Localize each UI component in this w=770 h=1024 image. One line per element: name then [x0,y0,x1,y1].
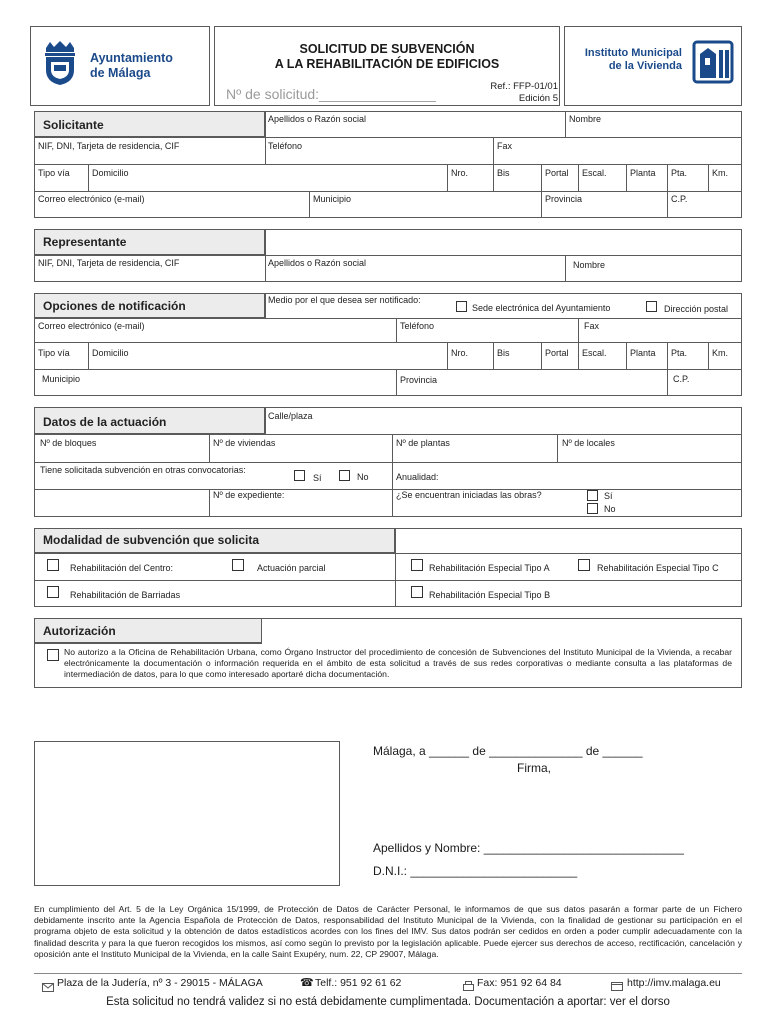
modalidad-tipo-c-label: Rehabilitación Especial Tipo C [597,563,719,573]
form-ref: Ref.: FFP-01/01 [490,81,558,92]
actuacion-locales-field[interactable]: Nº de locales [562,438,615,448]
imv-name-line1: Instituto Municipal [584,47,682,59]
modalidad-tipo-b-checkbox[interactable] [411,586,423,598]
notificacion-sede-label: Sede electrónica del Ayuntamiento [472,303,611,313]
autorizacion-checkbox[interactable] [47,649,59,661]
footer-notice: Esta solicitud no tendrá validez si no está debidamente cumplimentada. Documentación a aportar: ver el dorso [106,996,670,1008]
footer-web-icon [611,978,623,987]
solicitante-nombre-field[interactable]: Nombre [569,114,602,124]
actuacion-otras-si-checkbox[interactable] [294,470,305,481]
actuacion-otras-no-label: No [357,472,369,482]
solicitante-portal-field[interactable]: Portal [545,168,569,178]
actuacion-iniciadas-no-checkbox[interactable] [587,503,598,514]
notificacion-nro-field[interactable]: Nro. [451,348,469,358]
actuacion-calle-field[interactable]: Calle/plaza [268,411,313,421]
footer-address: Plaza de la Judería, nº 3 - 29015 - MÁLAGA [57,977,263,989]
solicitante-provincia-field[interactable]: Provincia [545,194,583,204]
actuacion-title: Datos de la actuación [43,415,167,429]
notificacion-fax-field[interactable]: Fax [584,321,600,331]
notificacion-domicilio-field[interactable]: Domicilio [92,348,129,358]
modalidad-tipo-c-checkbox[interactable] [578,559,590,571]
solicitante-km-field[interactable]: Km. [712,168,729,178]
num-solicitud[interactable]: Nº de solicitud:_______________ [226,86,436,102]
modalidad-centro-label: Rehabilitación del Centro: [70,563,174,573]
solicitante-telefono-field[interactable]: Teléfono [268,141,303,151]
solicitante-title: Solicitante [43,118,104,132]
imv-logo-icon [692,40,734,84]
ayuntamiento-name-line1: Ayuntamiento [90,51,173,65]
notificacion-municipio-field[interactable]: Municipio [42,374,81,384]
solicitante-domicilio-field[interactable]: Domicilio [92,168,129,178]
representante-apellidos-field[interactable]: Apellidos o Razón social [268,258,367,268]
modalidad-barriadas-label: Rehabilitación de Barriadas [70,590,181,600]
form-edicion: Edición 5 [518,93,558,104]
notificacion-postal-checkbox[interactable] [646,301,657,312]
notificacion-planta-field[interactable]: Planta [630,348,656,358]
actuacion-iniciadas-si-checkbox[interactable] [587,490,598,501]
footer-phone-icon: ☎ [300,977,314,989]
solicitante-bis-field[interactable]: Bis [497,168,510,178]
actuacion-iniciadas-no-label: No [604,504,616,514]
modalidad-tipo-b-label: Rehabilitación Especial Tipo B [429,590,551,600]
notificacion-sede-checkbox[interactable] [456,301,467,312]
solicitante-planta-field[interactable]: Planta [630,168,656,178]
autorizacion-text: No autorizo a la Oficina de Rehabilitación Urbana, como Órgano Instructor del procedimiento de concesión de Subvenciones del Instituto Municipal de la Vivienda, a recabar electrónicamente la documentación o información requerida en el ámbito de esta solicitud a través de sus redes corporativas o mediante consulta a las plataformas de intermediación de datos, para lo que como interesado aportaré dicha documentación. [64,647,732,679]
solicitante-municipio-field[interactable]: Municipio [313,194,352,204]
notificacion-cp-field[interactable]: C.P. [673,374,690,384]
notificacion-title: Opciones de notificación [43,299,186,313]
representante-nombre-field[interactable]: Nombre [573,260,606,270]
modalidad-tipo-a-checkbox[interactable] [411,559,423,571]
representante-nif-field[interactable]: NIF, DNI, Tarjeta de residencia, CIF [38,258,180,268]
actuacion-otras-label: Tiene solicitada subvención en otras convocatorias: [40,465,246,475]
footer-fax: Fax: 951 92 64 84 [477,977,562,989]
footer-phone: Telf.: 951 92 61 62 [315,977,402,989]
notificacion-pta-field[interactable]: Pta. [671,348,688,358]
solicitante-fax-field[interactable]: Fax [497,141,513,151]
notificacion-escal-field[interactable]: Escal. [582,348,607,358]
actuacion-viviendas-field[interactable]: Nº de viviendas [213,438,276,448]
notificacion-provincia-field[interactable]: Provincia [400,375,438,385]
solicitante-nif-field[interactable]: NIF, DNI, Tarjeta de residencia, CIF [38,141,180,151]
notificacion-postal-label: Dirección postal [664,304,729,314]
notificacion-bis-field[interactable]: Bis [497,348,510,358]
modalidad-tipo-a-label: Rehabilitación Especial Tipo A [429,563,550,573]
footer-envelope-icon [42,979,54,988]
notificacion-medio-label: Medio por el que desea ser notificado: [268,295,421,305]
modalidad-parcial-checkbox[interactable] [232,559,244,571]
representante-title: Representante [43,235,127,249]
firma-fecha-line[interactable]: Málaga, a ______ de ______________ de ______ [373,744,643,758]
notificacion-km-field[interactable]: Km. [712,348,729,358]
notificacion-telefono-field[interactable]: Teléfono [400,321,435,331]
actuacion-plantas-field[interactable]: Nº de plantas [396,438,450,448]
solicitante-tipo-via-field[interactable]: Tipo vía [38,168,70,178]
modalidad-title: Modalidad de subvención que solicita [43,533,260,547]
solicitante-correo-field[interactable]: Correo electrónico (e-mail) [38,194,145,204]
solicitante-cp-field[interactable]: C.P. [671,194,688,204]
modalidad-barriadas-checkbox[interactable] [47,586,59,598]
actuacion-anualidad-field[interactable]: Anualidad: [396,472,439,482]
solicitante-apellidos-field[interactable]: Apellidos o Razón social [268,114,367,124]
firma-label: Firma, [517,761,551,775]
notificacion-tipo-via-field[interactable]: Tipo vía [38,348,70,358]
solicitante-pta-field[interactable]: Pta. [671,168,688,178]
firma-apellidos-nombre-line[interactable]: Apellidos y Nombre: ______________________________ [373,841,684,855]
imv-name-line2: de la Vivienda [608,60,682,72]
actuacion-iniciadas-label: ¿Se encuentran iniciadas las obras? [396,490,542,500]
ayuntamiento-crest-icon [42,40,78,86]
legal-text: En cumplimiento del Art. 5 de la Ley Orgánica 15/1999, de Protección de Datos de Carácter Personal, le informamos de que sus datos pasarán a formar parte de un Fichero debidamente inscrito ante la Agencia Española de Protección de Datos, responsabilidad del Instituto Municipal de la Vivienda, con la finalidad de gestionar su participación en el programa objeto de esta solicitud y la obtención de datos estadísticos acordes con los fines del IMV. Sus datos podrán ser cedidos en orden a poder cumplir adecuadamente con la finalidad descrita y para la que fueron recogidos los mismos, así como según lo previsto por la legislación aplicable. Puede ejercer sus derechos de acceso, rectificación, cancelación y oposición ante el Instituto Municipal de la Vivienda, en la calle Saint Exupéry, num. 22, CP 29007, Málaga. [34,904,742,959]
footer-web-link[interactable]: http://imv.malaga.eu [627,977,721,989]
form-title-line2: A LA REHABILITACIÓN DE EDIFICIOS [274,57,500,71]
autorizacion-title: Autorización [43,624,116,638]
solicitante-nro-field[interactable]: Nro. [451,168,469,178]
sello-box[interactable] [34,741,340,886]
actuacion-otras-si-label: Sí [313,473,322,483]
firma-dni-line[interactable]: D.N.I.: _________________________ [373,864,578,878]
notificacion-correo-field[interactable]: Correo electrónico (e-mail) [38,321,145,331]
solicitante-escal-field[interactable]: Escal. [582,168,607,178]
footer-fax-icon [463,978,474,988]
actuacion-bloques-field[interactable]: Nº de bloques [40,438,97,448]
modalidad-parcial-label: Actuación parcial [257,563,326,573]
form-title-line1: SOLICITUD DE SUBVENCIÓN [299,42,475,56]
notificacion-portal-field[interactable]: Portal [545,348,569,358]
ayuntamiento-name-line2: de Málaga [90,66,151,80]
actuacion-otras-no-checkbox[interactable] [339,470,350,481]
actuacion-expediente-field[interactable]: Nº de expediente: [213,490,285,500]
modalidad-centro-checkbox[interactable] [47,559,59,571]
actuacion-iniciadas-si-label: Sí [604,491,613,501]
